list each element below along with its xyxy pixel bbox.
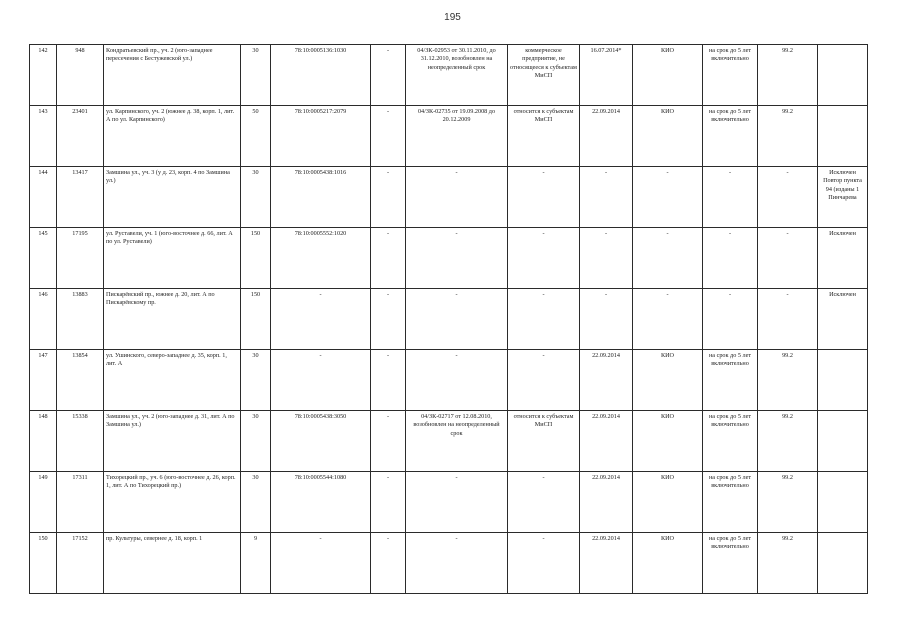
org-cell: КИО <box>633 472 703 533</box>
dash-cell: - <box>371 350 406 411</box>
date-cell: 22.09.2014 <box>580 350 633 411</box>
object-code: 948 <box>57 45 104 106</box>
note-cell <box>818 533 868 594</box>
dash-cell: - <box>371 106 406 167</box>
registry-table <box>29 44 868 594</box>
note-cell <box>818 411 868 472</box>
code-cell: 99.2 <box>758 472 818 533</box>
table-row <box>30 472 868 533</box>
org-cell: КИО <box>633 45 703 106</box>
address-cell: Замшина ул., уч. 2 (юго-западнее д. 31, лит. А по Замшина ул.) <box>104 411 241 472</box>
area-cell: 150 <box>241 228 271 289</box>
dash-cell: - <box>371 472 406 533</box>
table-row <box>30 350 868 411</box>
address-cell: Замшина ул., уч. 3 (у д. 23, корп. 4 по Замшина ул.) <box>104 167 241 228</box>
contract-cell: 04/ЗК-02953 от 30.11.2010, до 31.12.2010, возобновлен на неопределенный срок <box>406 45 508 106</box>
term-cell: - <box>703 167 758 228</box>
object-code: 13854 <box>57 350 104 411</box>
cadastral-number: 78:10:0005552:1020 <box>271 228 371 289</box>
row-number: 150 <box>30 533 57 594</box>
cadastral-number: 78:10:0005217:2079 <box>271 106 371 167</box>
code-cell: 99.2 <box>758 533 818 594</box>
address-cell: Тихорецкий пр., уч. 6 (юго-восточнее д. 26, корп. 1, лит. А по Тихорецкий пр.) <box>104 472 241 533</box>
subject-cell: - <box>508 472 580 533</box>
subject-cell: - <box>508 167 580 228</box>
dash-cell: - <box>371 228 406 289</box>
term-cell: на срок до 5 лет включительно <box>703 533 758 594</box>
table-row <box>30 533 868 594</box>
dash-cell: - <box>371 533 406 594</box>
subject-cell: относится к субъектам МиСП <box>508 106 580 167</box>
dash-cell: - <box>371 411 406 472</box>
table-row <box>30 228 868 289</box>
code-cell: - <box>758 167 818 228</box>
address-cell: пр. Культуры, севернее д. 18, корп. 1 <box>104 533 241 594</box>
date-cell: - <box>580 167 633 228</box>
object-code: 17152 <box>57 533 104 594</box>
term-cell: на срок до 5 лет включительно <box>703 106 758 167</box>
area-cell: 150 <box>241 289 271 350</box>
table-row <box>30 289 868 350</box>
row-number: 147 <box>30 350 57 411</box>
cadastral-number: 78:10:0005544:1080 <box>271 472 371 533</box>
address-cell: Кондратьевский пр., уч. 2 (юго-западнее пересечения с Бестужевской ул.) <box>104 45 241 106</box>
subject-cell: - <box>508 350 580 411</box>
contract-cell: - <box>406 533 508 594</box>
code-cell: 99.2 <box>758 350 818 411</box>
row-number: 144 <box>30 167 57 228</box>
area-cell: 9 <box>241 533 271 594</box>
subject-cell: относится к субъектам МиСП <box>508 411 580 472</box>
area-cell: 30 <box>241 350 271 411</box>
object-code: 17311 <box>57 472 104 533</box>
contract-cell: - <box>406 289 508 350</box>
term-cell: на срок до 5 лет включительно <box>703 411 758 472</box>
note-cell <box>818 350 868 411</box>
contract-cell: 04/ЗК-02717 от 12.08.2010, возобновлен на неопределенный срок <box>406 411 508 472</box>
term-cell: на срок до 5 лет включительно <box>703 350 758 411</box>
address-cell: ул. Карпинского, уч. 2 (южнее д. 38, корп. 1, лит. А по ул. Карпинского) <box>104 106 241 167</box>
note-cell: Исключен <box>818 289 868 350</box>
code-cell: 99.2 <box>758 106 818 167</box>
note-cell <box>818 472 868 533</box>
object-code: 13417 <box>57 167 104 228</box>
dash-cell: - <box>371 45 406 106</box>
org-cell: - <box>633 167 703 228</box>
object-code: 17195 <box>57 228 104 289</box>
page-number: 195 <box>444 12 461 23</box>
org-cell: КИО <box>633 350 703 411</box>
table-row <box>30 167 868 228</box>
table-row <box>30 45 868 106</box>
code-cell: 99.2 <box>758 45 818 106</box>
table-row <box>30 106 868 167</box>
subject-cell: - <box>508 533 580 594</box>
area-cell: 30 <box>241 472 271 533</box>
object-code: 13883 <box>57 289 104 350</box>
code-cell: - <box>758 228 818 289</box>
cadastral-number: 78:10:0005438:3050 <box>271 411 371 472</box>
address-cell: ул. Ушинского, северо-западнее д. 35, корп. 1, лит. А <box>104 350 241 411</box>
row-number: 142 <box>30 45 57 106</box>
org-cell: КИО <box>633 411 703 472</box>
row-number: 148 <box>30 411 57 472</box>
cadastral-number: - <box>271 533 371 594</box>
row-number: 145 <box>30 228 57 289</box>
area-cell: 30 <box>241 411 271 472</box>
cadastral-number: 78:10:0005438:1016 <box>271 167 371 228</box>
area-cell: 30 <box>241 45 271 106</box>
contract-cell: - <box>406 350 508 411</box>
term-cell: - <box>703 289 758 350</box>
object-code: 15338 <box>57 411 104 472</box>
subject-cell: - <box>508 289 580 350</box>
contract-cell: - <box>406 228 508 289</box>
term-cell: на срок до 5 лет включительно <box>703 45 758 106</box>
dash-cell: - <box>371 289 406 350</box>
date-cell: 16.07.2014* <box>580 45 633 106</box>
address-cell: Пискарёвский пр., южнее д. 20, лит. А по Пискарёвскому пр. <box>104 289 241 350</box>
contract-cell: - <box>406 167 508 228</box>
area-cell: 50 <box>241 106 271 167</box>
subject-cell: - <box>508 228 580 289</box>
date-cell: 22.09.2014 <box>580 533 633 594</box>
note-cell: Исключен <box>818 228 868 289</box>
date-cell: 22.09.2014 <box>580 472 633 533</box>
code-cell: - <box>758 289 818 350</box>
org-cell: - <box>633 228 703 289</box>
area-cell: 30 <box>241 167 271 228</box>
contract-cell: - <box>406 472 508 533</box>
date-cell: - <box>580 289 633 350</box>
subject-cell: коммерческое предприятие, не относящееся к субъектам МиСП <box>508 45 580 106</box>
table-row <box>30 411 868 472</box>
note-cell: Исключен Повтор пункта 94 (изданы 1 Пинчарева <box>818 167 868 228</box>
object-code: 23401 <box>57 106 104 167</box>
date-cell: 22.09.2014 <box>580 106 633 167</box>
note-cell <box>818 45 868 106</box>
row-number: 149 <box>30 472 57 533</box>
date-cell: - <box>580 228 633 289</box>
cadastral-number: - <box>271 289 371 350</box>
term-cell: - <box>703 228 758 289</box>
org-cell: - <box>633 289 703 350</box>
address-cell: ул. Руставели, уч. 1 (юго-восточнее д. 66, лит. А по ул. Руставели) <box>104 228 241 289</box>
cadastral-number: 78:10:0005136:1030 <box>271 45 371 106</box>
code-cell: 99.2 <box>758 411 818 472</box>
row-number: 143 <box>30 106 57 167</box>
cadastral-number: - <box>271 350 371 411</box>
term-cell: на срок до 5 лет включительно <box>703 472 758 533</box>
org-cell: КИО <box>633 106 703 167</box>
note-cell <box>818 106 868 167</box>
contract-cell: 04/ЗК-02735 от 19.09.2008 до 20.12.2009 <box>406 106 508 167</box>
row-number: 146 <box>30 289 57 350</box>
dash-cell: - <box>371 167 406 228</box>
org-cell: КИО <box>633 533 703 594</box>
date-cell: 22.09.2014 <box>580 411 633 472</box>
